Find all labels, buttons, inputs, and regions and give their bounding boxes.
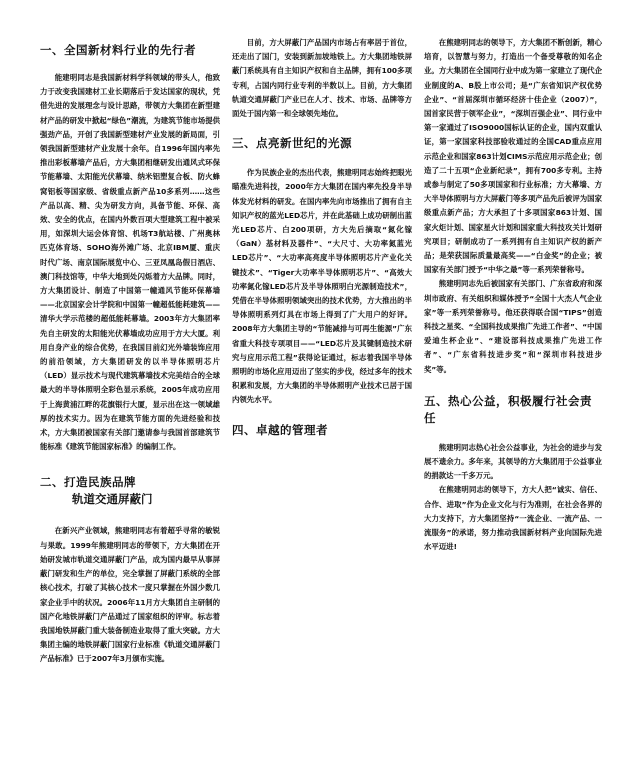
section-4-paragraph-1: 在熊建明同志的领导下，方大集团不断创新，精心培育，以智慧与努力，打造出一个备受尊敬的知名企业。方大集团在全国同行业中成为第一家建立了现代企业制度的A、B股上市公司；是“广东省知识产权优势企业”、“首届深圳市循环经济十佳企业（2007）”，国首家民营于领军企业”，“深圳百强企业”、同行业中第一家通过了ISO9000国标认证的企业，国内双重认证，第一家国家科技部验收通过的全国CAD重点应用示范企业和国家863计划CIMS示范应用示范企业；创造了二十五项“企业新纪录”，拥有700多专利。主持或参与制定了50多项国家和行业标准；方大幕墙、方大半导体照明与方大屏蔽门等多项产品先后被评为国家级重点新产品；方大承担了十多项国家863计划、国家火炬计划、国家星火计划和国家重大科技攻关计划研究项目；研制成功了一系列拥有自主知识产权的新产品；是荣获国际质量最高奖——“白金奖”的企业；被国家有关部门授予“中华之最”等一系列荣誉称号。 [424, 38, 602, 275]
section-3-paragraph: 作为民族企业的杰出代表，熊建明同志始终把眼光瞄准先进科技，2000年方大集团在国内率先投身半导体发光材料的研发。在国内率先向市场推出了拥有自主知识产权的蓝光LED芯片，并在此基础上成功研制出蓝光LED芯片、白200项研，方大先后摘取“氮化镓（GaN）基材料及器件”、“大尺寸、大功率氮蓝光LED芯片”、“大功率高亮度半导体照明芯片产业化关键技术”、“Tiger大功率半导体照明芯片”、“高效大功率氮化镓LED芯片及半导体照明白光源制造技术”，凭借在半导体照明领域突出的技术优势，方大推出的半导体照明系列灯具在市场上得到了广大用户的好评。2008年方大集团主导的“节能减排与可再生能源”广东省重大科技专项项目——“LED芯片及其键制造技术研究与应用示范工程”获得论证通过，标志着我国半导体照明的市场化应用迈出了坚实的步伐，经过多年的技术积累和发展，方大集团的半导体照明产业技术已居于国内领先水平。 [232, 168, 412, 405]
section-2-paragraph-2: 目前，方大屏蔽门产品国内市场占有率居于首位，还走出了国门，安装到新加坡地铁上。方大集团地铁屏蔽门系统具有自主知识产权和自主品牌，拥有100多项专利，占国内同行业专利的半数以上。目前，方大集团轨道交通屏蔽门产业已在人才、技术、市场、品牌等方面处于国内第一和全球领先地位。 [232, 38, 412, 119]
section-2-paragraph-1: 在新兴产业领域，熊建明同志有着超乎寻常的敏锐与果敢。1999年熊建明同志的带领下，方大集团在开始研发城市轨道交通屏蔽门产品，成为国内最早从事屏蔽门研发和生产的单位，完全掌握了屏蔽门系统的全部核心技术，打破了其核心技术一度只掌握在外国少数几家企业手中的状况。2006年11月方大集团自主研制的国产化地铁屏蔽门产品通过了国家组织的评审。标志着我国地铁屏蔽门重大装备制造业取得了重大突破。方大集团主编的地铁屏蔽门国家行业标准《轨道交通屏蔽门产品标准》已于2007年3月颁布实施。 [40, 526, 220, 664]
section-heading-2: 二、打造民族品牌 [40, 475, 136, 490]
section-heading-5: 五、热心公益，积极履行社会责任 [424, 393, 592, 425]
section-heading-1: 一、全国新材料行业的先行者 [40, 43, 196, 57]
column-right [424, 36, 602, 555]
section-1-paragraph: 能建明同志是我国新材料学科领域的带头人，他致力于改变我国建材工业长期落后于发达国家的现状，凭借先进的发展理念与设计思路，带领方大集团在新型建材产品的研发中掀起“绿色”潮流，为建筑节能市场提供强劲产品，开创了我国新型建材产业发展的新局面，引领我国新型建材产业发展十余年。自1996年国内率先推出彩板幕墙产品后，方大集团相继研发出通风式环保节能幕墙、太阳能光伏幕墙、纳米铝塑复合板、防火蜂窝铝板等国家级、省级重点新产品10多系列……这些产品以高、精、尖为研发方向，具备节能、环保、高效、安全的优点，在国内外数百项大型建筑工程中被采用，如深圳大运会体育馆、机场T3航站楼、广州奥林匹克体育场、SOHO海外滩广场、北京IBM厦、重庆时代广场、南京国际展览中心、三亚凤凰岛假日酒店、澳门科技馆等，中华大地到处闪烁着方大品牌。同时，方大集团设计、制造了中国第一幢通风节能环保幕墙——北京国家会计学院和中国第一幢超低能耗建筑——清华大学示范楼的超低能耗幕墙。2003年方大集团率先自主研发的太阳能光伏幕墙成功应用于方大大厦。利用自身产业的综合优势，在我国目前幻光外墙装饰应用的前沿领域，方大集团研发的以半导体照明芯片（LED）显示技术与现代建筑幕墙技术完美结合的全球最大的半导体照明全彩色显示系统，2005年成功应用于上海黄浦江畔的花旗银行大厦，显示出在这一领域雄厚的技术实力。因为在建筑节能方面的先进经验和技术，方大集团被国家有关部门邀请参与我国首部建筑节能标准《建筑节能国家标准》的编制工作。 [40, 73, 220, 452]
section-5-paragraph-2: 在熊建明同志的领导下，方大人把“诚实、信任、合作、进取”作为企业文化与行为准则，在社会各界的大力支持下，方大集团坚持“一流企业、一流产品、一流服务”的承诺，努力推动我国新材料产业向国际先进水平迈进! [424, 485, 602, 552]
section-heading-3: 三、点亮新世纪的光源 [232, 136, 352, 151]
section-heading-4: 四、卓越的管理者 [232, 422, 328, 437]
section-4-paragraph-2: 熊建明同志先后被国家有关部门、广东省政府和深圳市政府、有关组织和媒体授予“全国十大杰人气企业家”等一系列荣誉称号。他还获得联合国“TIPS”创造科技之星奖、“全国科技成果推广先进工作者”、“中国爱迪生杯企业”、“建设部科技成果推广先进工作者”、“广东省科技进步奖”和“深圳市科技进步奖”等。 [424, 279, 602, 374]
section-5-paragraph-1: 熊建明同志热心社会公益事业，为社会的进步与发展不遗余力。多年来，其领导的方大集团用于公益事业的捐款达一千多万元。 [424, 442, 602, 481]
section-heading-2-subtitle: 轨道交通屏蔽门 [72, 492, 153, 507]
column-left [40, 36, 220, 667]
column-middle [232, 36, 412, 453]
